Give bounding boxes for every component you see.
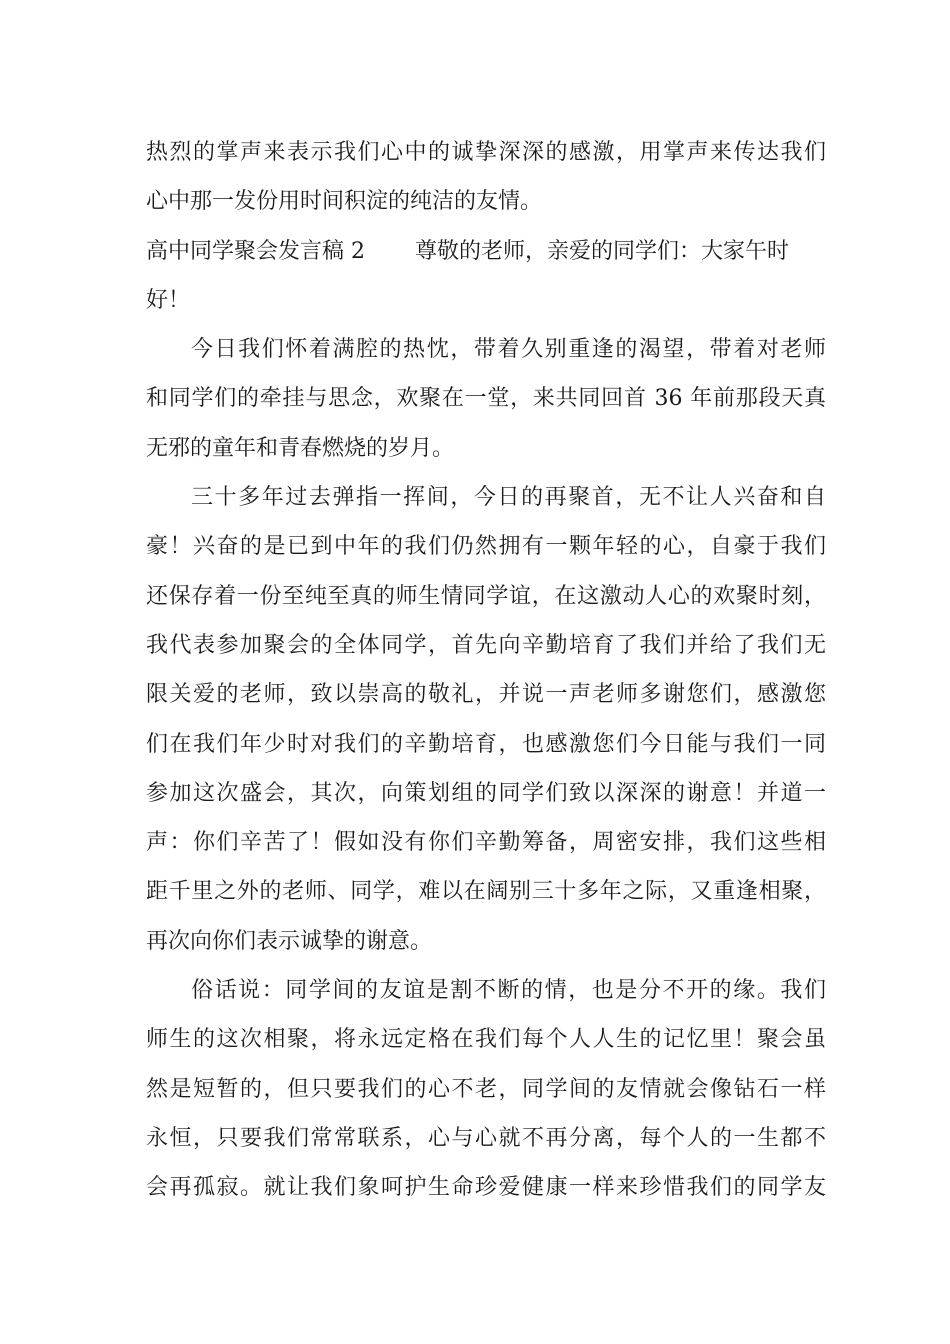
text-line: 师生的这次相聚，将永远定格在我们每个人人生的记忆里！聚会虽 (146, 1027, 826, 1053)
text-line: 还保存着一份至纯至真的师生情同学谊，在这激动人心的欢聚时刻， (146, 583, 826, 609)
paragraph-first-line: 今日我们怀着满腔的热忱，带着久别重逢的渴望，带着对老师 (191, 337, 826, 363)
text-line: 无邪的童年和青春燃烧的岁月。 (146, 435, 455, 461)
paragraph-first-line: 俗话说：同学间的友谊是割不断的情，也是分不开的缘。我们 (191, 978, 826, 1004)
text-line: 好！ (146, 287, 191, 313)
document-body (146, 128, 826, 1213)
text-line: 们在我们年少时对我们的辛勤培育，也感激您们今日能与我们一同 (146, 731, 826, 757)
text-line: 参加这次盛会，其次，向策划组的同学们致以深深的谢意！并道一 (146, 780, 826, 806)
text-line: 我代表参加聚会的全体同学，首先向辛勤培育了我们并给了我们无 (146, 632, 826, 658)
text-line: 再次向你们表示诚挚的谢意。 (146, 928, 433, 954)
text-line: 会再孤寂。就让我们象呵护生命珍爱健康一样来珍惜我们的同学友 (146, 1175, 826, 1201)
paragraph-first-line: 三十多年过去弹指一挥间，今日的再聚首，无不让人兴奋和自 (191, 485, 826, 511)
text-line: 豪！兴奋的是已到中年的我们仍然拥有一颗年轻的心，自豪于我们 (146, 534, 826, 560)
salutation: 尊敬的老师，亲爱的同学们：大家午时 (415, 238, 790, 264)
section-heading: 高中同学聚会发言稿 2 (146, 238, 365, 264)
section-heading-line (146, 227, 826, 276)
text-line: 心中那一发份用时间积淀的纯洁的友情。 (146, 189, 543, 215)
text-line: 热烈的掌声来表示我们心中的诚挚深深的感激，用掌声来传达我们 (146, 140, 826, 165)
text-line: 限关爱的老师，致以崇高的敬礼，并说一声老师多谢您们，感激您 (146, 682, 826, 708)
text-line: 然是短暂的，但只要我们的心不老，同学间的友情就会像钻石一样 (146, 1076, 826, 1102)
text-line: 声：你们辛苦了！假如没有你们辛勤筹备，周密安排，我们这些相 (146, 830, 826, 856)
text-line: 距千里之外的老师、同学，难以在阔别三十多年之际，又重逢相聚， (146, 879, 826, 905)
text-line: 和同学们的牵挂与思念，欢聚在一堂，来共同回首 36 年前那段天真 (146, 386, 826, 412)
text-line: 永恒，只要我们常常联系，心与心就不再分离，每个人的一生都不 (146, 1125, 826, 1151)
